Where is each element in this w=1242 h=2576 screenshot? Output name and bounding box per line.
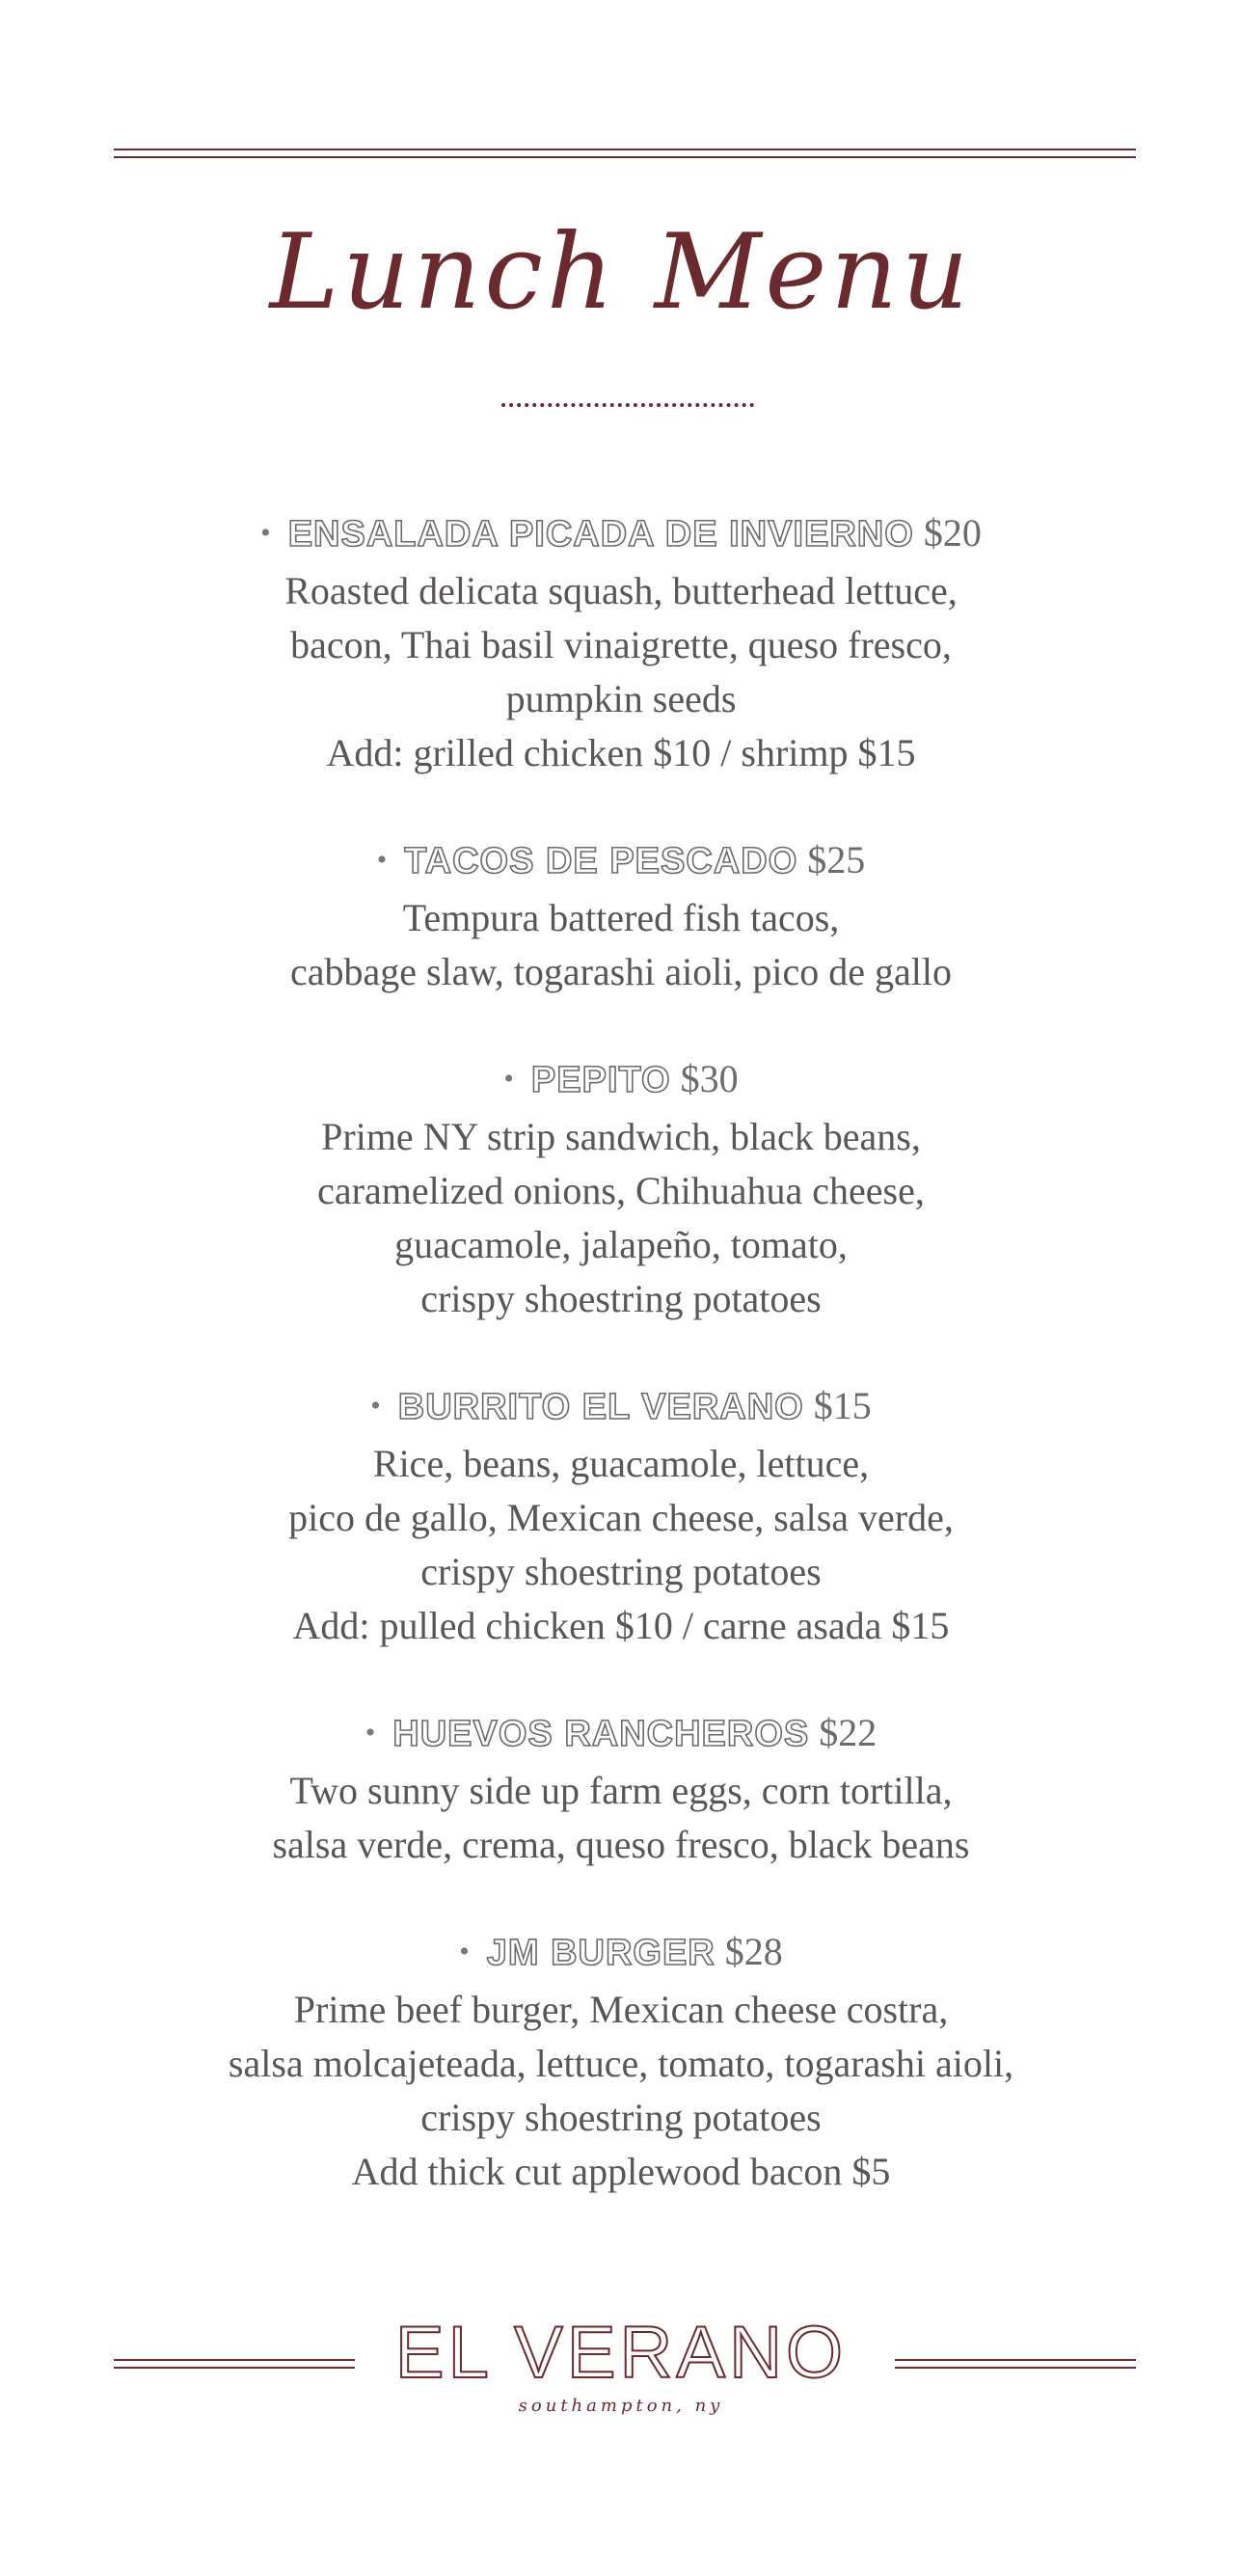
- menu-item: [0, 833, 1242, 999]
- menu-item-price: $25: [807, 838, 866, 881]
- menu-item-description-line: guacamole, jalapeño, tomato,: [394, 1223, 848, 1266]
- menu-item-description-line: salsa molcajeteada, lettuce, tomato, togarashi aioli,: [228, 2042, 1014, 2085]
- menu-item-heading: [0, 506, 1242, 564]
- menu-item-name: BURRITO EL VERANO: [397, 1387, 804, 1427]
- menu-item-price: $22: [819, 1711, 878, 1754]
- menu-item-name: ENSALADA PICADA DE INVIERNO: [287, 514, 914, 555]
- menu-item-name: HUEVOS RANCHEROS: [392, 1714, 810, 1754]
- menu-item-heading: [0, 1925, 1242, 1983]
- menu-item-heading: [0, 833, 1242, 891]
- menu-item-name: JM BURGER: [486, 1933, 716, 1973]
- footer-left-rule: [114, 2359, 355, 2369]
- menu-item: [0, 1379, 1242, 1653]
- menu-item-description-line: Add thick cut applewood bacon $5: [351, 2150, 891, 2193]
- menu-list: [0, 506, 1242, 2252]
- menu-item-price: $28: [724, 1930, 783, 1973]
- title-dotted-divider: [501, 403, 754, 407]
- bullet-icon: •: [260, 517, 271, 549]
- menu-item-description-line: crispy shoestring potatoes: [420, 1550, 822, 1593]
- bullet-icon: •: [376, 844, 388, 876]
- footer-right-rule: [895, 2359, 1136, 2369]
- menu-item-description-line: Two sunny side up farm eggs, corn tortilla,: [289, 1769, 953, 1812]
- menu-item-description-line: salsa verde, crema, queso fresco, black beans: [272, 1823, 970, 1866]
- menu-item-description-line: Prime beef burger, Mexican cheese costra,: [293, 1988, 949, 2031]
- menu-item-description-line: Add: pulled chicken $10 / carne asada $15: [292, 1604, 950, 1647]
- menu-item-description-line: bacon, Thai basil vinaigrette, queso fresco,: [290, 623, 952, 666]
- top-double-rule: [114, 149, 1136, 158]
- menu-item-heading: [0, 1379, 1242, 1437]
- menu-item-price: $30: [680, 1057, 739, 1100]
- menu-title: Lunch Menu: [269, 212, 973, 333]
- menu-item: [0, 1052, 1242, 1326]
- menu-item: [0, 1925, 1242, 2199]
- menu-item-description-line: pico de gallo, Mexican cheese, salsa verde,: [288, 1496, 954, 1539]
- bullet-icon: •: [370, 1390, 381, 1422]
- menu-item-description-line: Prime NY strip sandwich, black beans,: [321, 1115, 921, 1158]
- menu-item-description-line: Roasted delicata squash, butterhead lettuce,: [284, 569, 958, 612]
- menu-item-description-line: Add: grilled chicken $10 / shrimp $15: [326, 731, 916, 774]
- menu-item-description-line: Rice, beans, guacamole, lettuce,: [372, 1442, 870, 1485]
- brand-logo-text: EL VERANO: [394, 2312, 848, 2394]
- bullet-icon: •: [503, 1063, 514, 1095]
- menu-item-description-line: crispy shoestring potatoes: [420, 1277, 822, 1320]
- menu-item-heading: [0, 1706, 1242, 1764]
- menu-item: [0, 506, 1242, 780]
- menu-item: [0, 1706, 1242, 1872]
- menu-item-description-line: crispy shoestring potatoes: [420, 2096, 822, 2139]
- bullet-icon: •: [364, 1717, 376, 1749]
- menu-item-price: $20: [923, 511, 982, 555]
- menu-item-name: PEPITO: [530, 1060, 671, 1100]
- bullet-icon: •: [459, 1936, 470, 1967]
- menu-item-price: $15: [813, 1384, 872, 1427]
- menu-item-description-line: caramelized onions, Chihuahua cheese,: [317, 1169, 925, 1212]
- menu-item-description-line: Tempura battered fish tacos,: [402, 896, 840, 939]
- brand-location: southampton, ny: [518, 2396, 724, 2416]
- menu-item-heading: [0, 1052, 1242, 1110]
- menu-item-description-line: cabbage slaw, togarashi aioli, pico de gallo: [289, 950, 953, 993]
- menu-item-description-line: pumpkin seeds: [505, 677, 737, 720]
- menu-item-name: TACOS DE PESCADO: [404, 841, 798, 881]
